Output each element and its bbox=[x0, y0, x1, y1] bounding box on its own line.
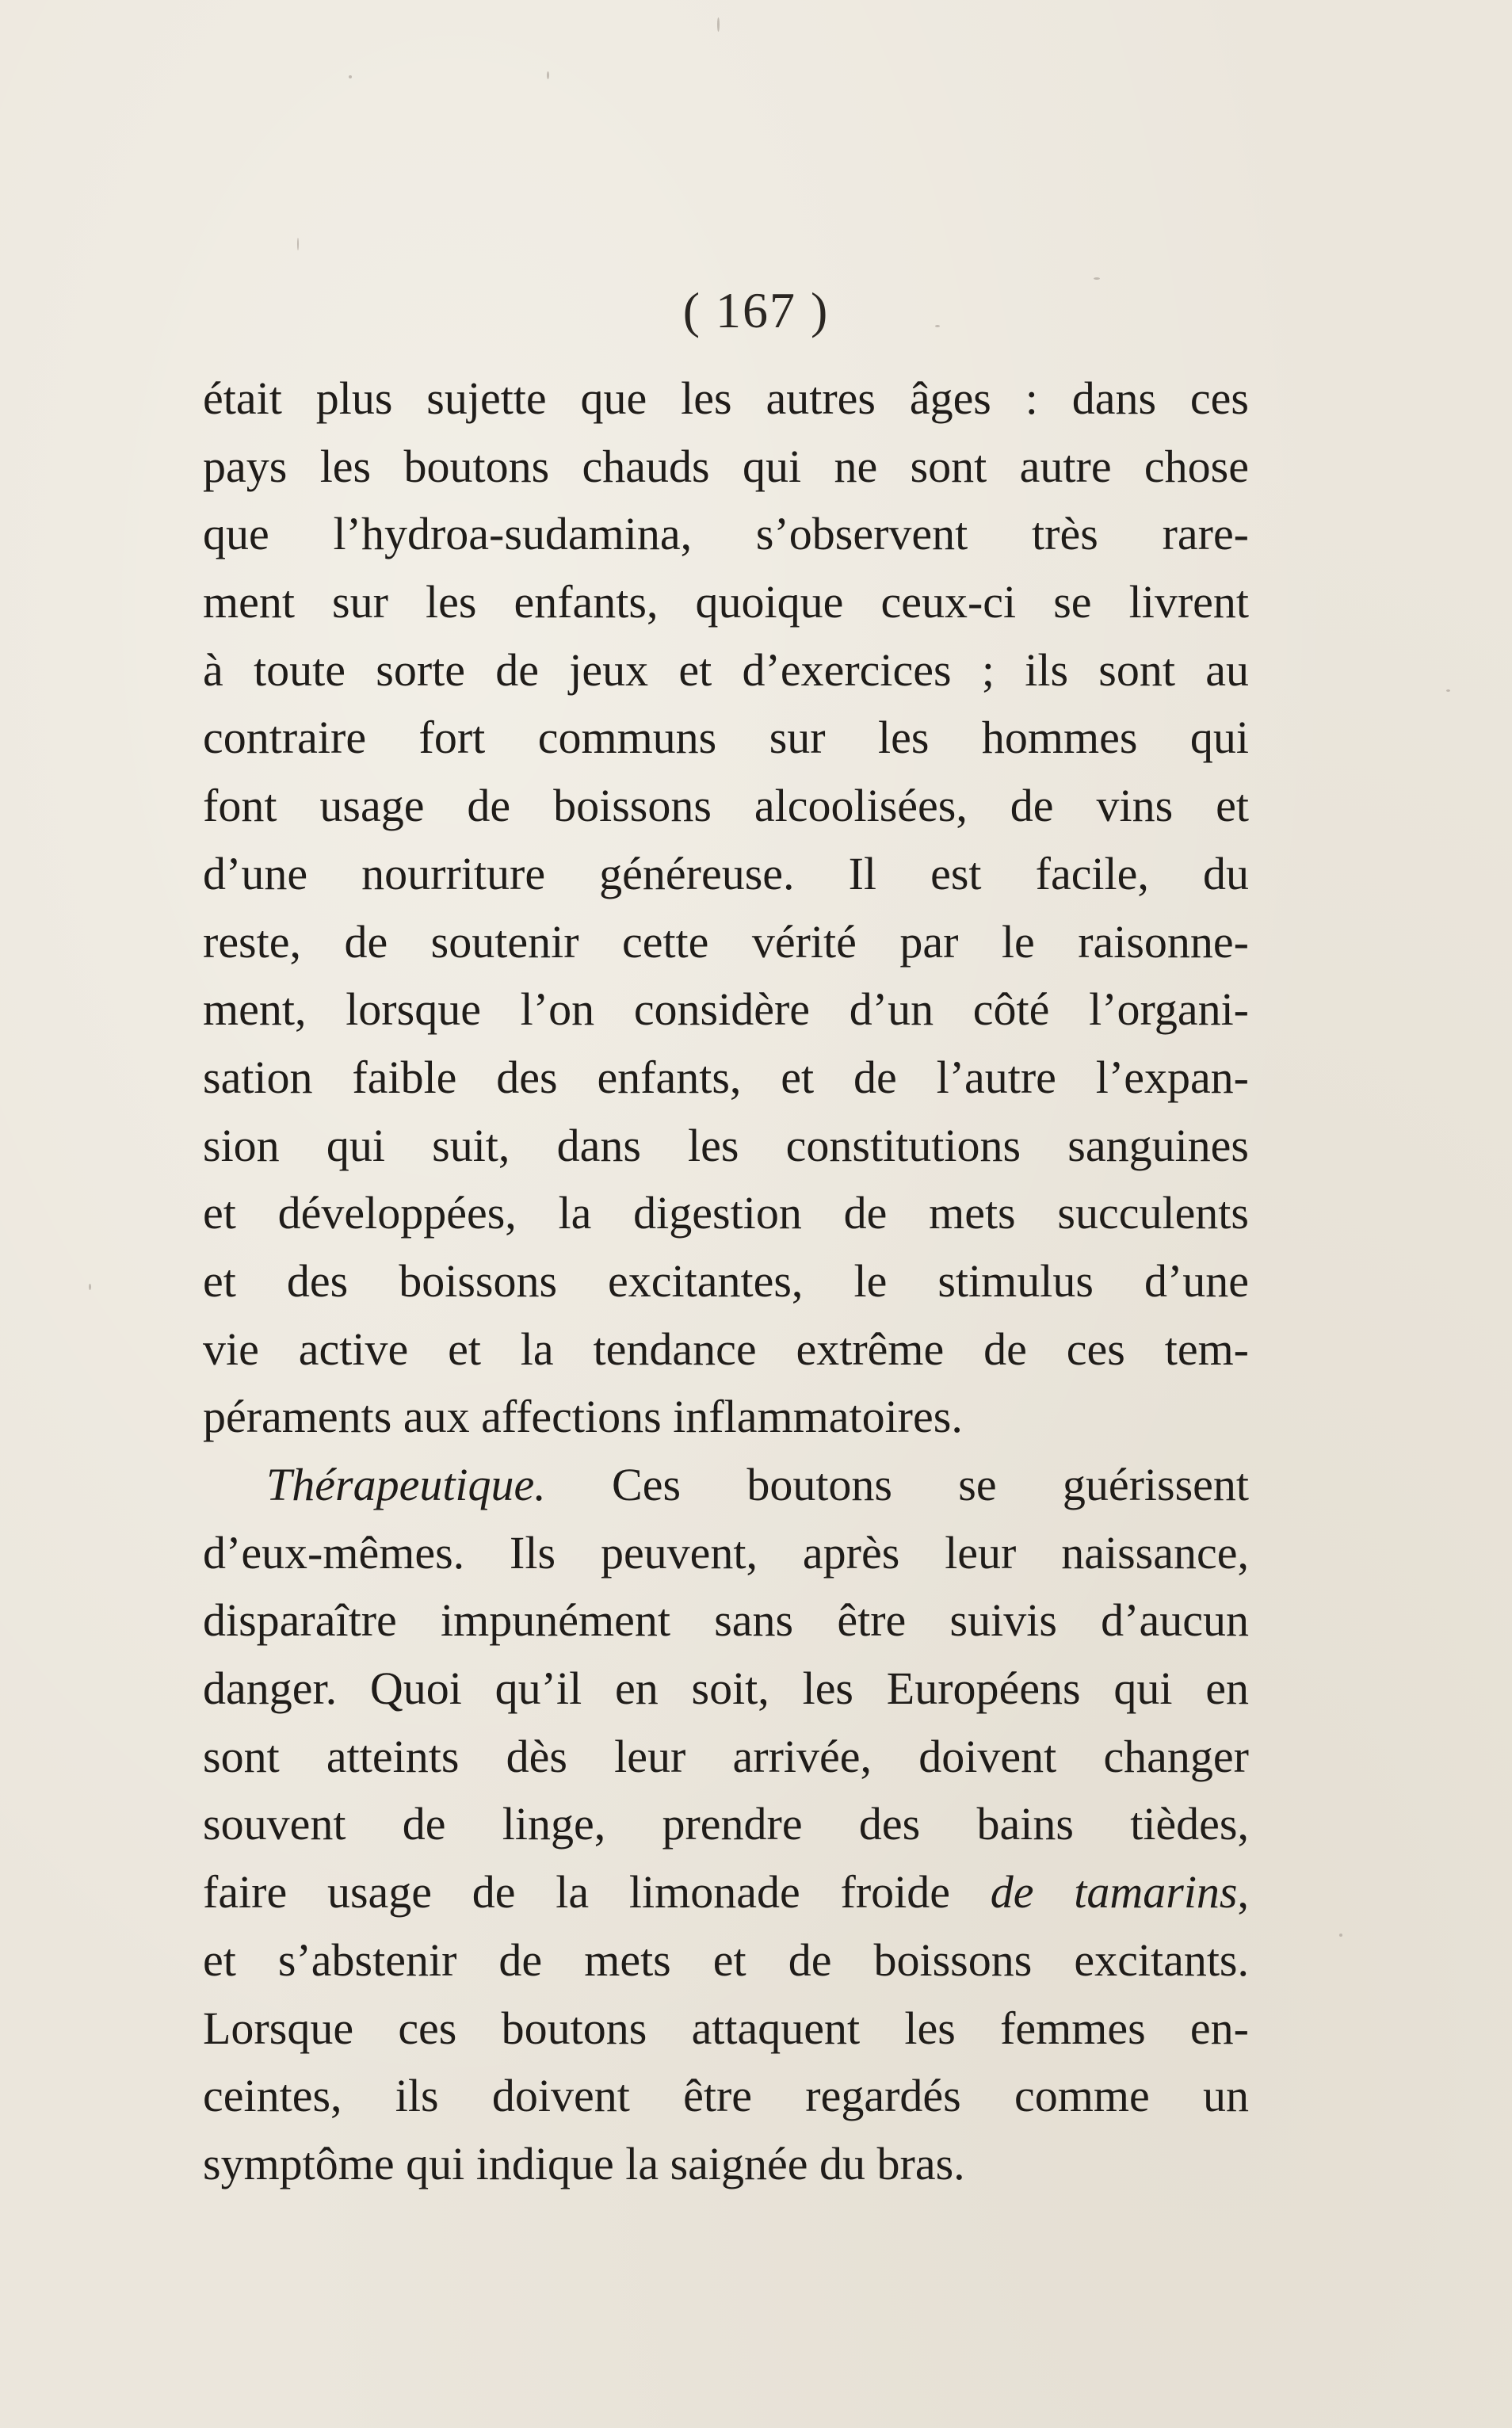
text-line: Lorsque ces boutons attaquent les femmes en- bbox=[203, 2002, 1249, 2054]
text-line: pays les boutons chauds qui ne sont autre chose bbox=[203, 440, 1249, 492]
paper-speck bbox=[547, 71, 549, 79]
paper-speck bbox=[297, 238, 299, 250]
text-line: et des boissons excitantes, le stimulus d’une bbox=[203, 1254, 1249, 1307]
paragraph-2 bbox=[203, 1451, 1249, 2198]
text-line: ment sur les enfants, quoique ceux-ci se livrent bbox=[203, 576, 1249, 628]
page-number: ( 167 ) bbox=[682, 282, 830, 338]
text-line: que l’hydroa-sudamina, s’observent très rare- bbox=[203, 508, 1249, 560]
text-line: sation faible des enfants, et de l’autre l’expan- bbox=[203, 1051, 1249, 1103]
paper-speck bbox=[1339, 1934, 1342, 1937]
text-line bbox=[203, 1858, 1249, 1926]
text-line: ment, lorsque l’on considère d’un côté l’organi- bbox=[203, 983, 1249, 1036]
body-text bbox=[203, 365, 1249, 2198]
text-line: contraire fort communs sur les hommes qui bbox=[203, 712, 1249, 764]
italic-phrase: de tamarins bbox=[990, 1866, 1238, 1918]
text-line bbox=[203, 1451, 1249, 1519]
text-line: sont atteints dès leur arrivée, doivent changer bbox=[203, 1730, 1249, 1782]
section-heading: Thérapeutique. bbox=[266, 1459, 546, 1510]
text-line: ceintes, ils doivent être regardés comme un bbox=[203, 2070, 1249, 2122]
text-line: d’eux-mêmes. Ils peuvent, après leur naissance, bbox=[203, 1526, 1249, 1579]
text-line: font usage de boissons alcoolisées, de vins et bbox=[203, 780, 1249, 832]
text-line: souvent de linge, prendre des bains tièdes, bbox=[203, 1798, 1249, 1850]
text-line: danger. Quoi qu’il en soit, les Européens qui en bbox=[203, 1663, 1249, 1715]
text-line: et s’abstenir de mets et de boissons excitants. bbox=[203, 1934, 1249, 1986]
text-span: Ces boutons se guérissent bbox=[545, 1459, 1249, 1510]
text-line: était plus sujette que les autres âges : dans ces bbox=[203, 372, 1249, 424]
text-line: à toute sorte de jeux et d’exercices ; ils sont au bbox=[203, 643, 1249, 696]
text-span: faire usage de la limonade froide bbox=[203, 1866, 991, 1918]
paper-speck bbox=[1446, 689, 1450, 692]
text-line: et développées, la digestion de mets succulents bbox=[203, 1187, 1249, 1239]
text-line: symptôme qui indique la saignée du bras. bbox=[203, 2137, 965, 2189]
paper-speck bbox=[89, 1284, 91, 1290]
paper-speck bbox=[717, 17, 720, 32]
paper-speck bbox=[349, 75, 352, 78]
text-line: péraments aux affections inflammatoires. bbox=[203, 1391, 963, 1443]
text-line: sion qui suit, dans les constitutions sanguines bbox=[203, 1119, 1249, 1171]
text-line: disparaître impunément sans être suivis d’aucun bbox=[203, 1594, 1249, 1647]
text-line: vie active et la tendance extrême de ces tem- bbox=[203, 1323, 1249, 1375]
text-span: , bbox=[1237, 1866, 1249, 1918]
paper-speck bbox=[1094, 277, 1100, 280]
text-line: d’une nourriture généreuse. Il est facile, du bbox=[203, 847, 1249, 899]
paragraph-1 bbox=[203, 365, 1249, 1451]
text-line: reste, de soutenir cette vérité par le raisonne- bbox=[203, 915, 1249, 968]
